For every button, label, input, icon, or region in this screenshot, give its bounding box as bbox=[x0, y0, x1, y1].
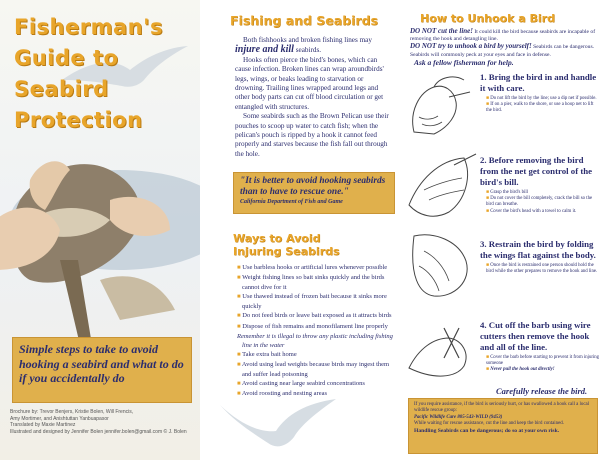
ask-for-help: Ask a fellow fisherman for help. bbox=[414, 58, 514, 67]
list-item: ■ Do not cover the bill completely, crack the bill so the bird can breathe. bbox=[486, 196, 593, 208]
step-heading: 1. Bring the bird in and handle it with care. bbox=[480, 72, 597, 93]
fishing-heading: Fishing and Seabirds bbox=[230, 13, 378, 28]
rescue-contact: Pacific Wildlife Care 805-543-WILD (9453) bbox=[414, 414, 503, 420]
step-heading: 3. Restrain the bird by folding the wings flat against the body. bbox=[480, 239, 596, 260]
list-item: ■ Avoid using lead weights because birds may ingest them and suffer lead poisoning bbox=[237, 360, 390, 379]
rescue-info-box bbox=[408, 398, 598, 454]
warning: DO NOT cut the line! It could kill the bird because seabirds are incapable of removing the hook and detangling line. bbox=[410, 27, 596, 43]
credit-line: Amy Mortimer, and Anishtuttan Yanbuapasor bbox=[10, 415, 109, 422]
step-1 bbox=[480, 72, 600, 115]
fishing-paragraph: Some seabirds such as the Brown Pelican use their pouches to scoop up water to catch fish; when the pelican's pouch is ripped by a hook it cannot feed properly and starves because the fish fall out through the hole. bbox=[235, 112, 389, 158]
credit-line: Translated by Maxie Martinez bbox=[10, 422, 76, 428]
credit-line: Brochure by: Trevor Benjers, Kristie Bolen, Will Frencis, bbox=[10, 409, 134, 415]
seabird-silhouette-icon bbox=[216, 395, 346, 455]
step-heading: 2. Before removing the bird from the net get control of the bird's bill. bbox=[480, 155, 593, 187]
list-item: ■ Do not lift the bird by the line; use a dip net if possible. bbox=[486, 96, 597, 101]
injure-kill-emphasis: injure and kill bbox=[235, 44, 294, 56]
list-item: ■ Cover the barb before starting to prevent it from injuring someone bbox=[486, 355, 600, 367]
step-2 bbox=[480, 155, 600, 215]
list-item: ■ Never pull the hook out directly! bbox=[486, 367, 555, 373]
warnings bbox=[410, 28, 598, 59]
credits bbox=[10, 409, 198, 435]
pelican-in-hands-illustration bbox=[0, 160, 200, 345]
risk-warning: Handling Seabirds can be dangerous; do so at your own risk. bbox=[414, 427, 560, 434]
tagline-box bbox=[12, 337, 192, 403]
wire-cutters-icon bbox=[404, 318, 480, 384]
warning: DO NOT try to unhook a bird by yourself! Seabirds can be dangerous. Seabirds will commonly peck at your eyes and face in defense. bbox=[410, 42, 595, 58]
list-item: ■ Once the bird is restrained one person should hold the bird while the other prepares to remove the hook and line. bbox=[486, 263, 598, 275]
list-item: ■ Take extra bait home bbox=[237, 350, 297, 358]
restrained-bird-icon bbox=[404, 226, 480, 306]
list-item: ■ Use thawed instead of frozen bait because it sinks more quickly bbox=[237, 293, 387, 311]
step-4 bbox=[480, 320, 600, 374]
list-item: ■ Avoid roosting and nesting areas bbox=[237, 390, 327, 398]
ways-heading: Ways to Avoid Injuring Seabirds bbox=[233, 232, 340, 258]
unhook-panel bbox=[400, 0, 600, 460]
list-item: ■ Grasp the bird's bill bbox=[486, 190, 529, 195]
unhook-heading: How to Unhook a Bird bbox=[420, 12, 555, 25]
credit-line: Illustrated and designed by Jennifer Bolen jennifer.bolen@gmail.com © J. Bolen bbox=[10, 428, 187, 435]
quote-source: California Department of Fish and Game bbox=[240, 199, 343, 205]
footer-line: While waiting for rescue assistance, cut the line and keep the bird contained. bbox=[414, 421, 564, 427]
step-3 bbox=[480, 239, 600, 275]
list-item: ■ Cover the bird's head with a towel to calm it. bbox=[486, 208, 577, 214]
ways-list bbox=[237, 263, 397, 399]
step-heading: 4. Cut off the barb using wire cutters then remove the hook and all of the line. bbox=[480, 320, 591, 352]
quote-box bbox=[233, 172, 395, 214]
illegal-note: Remember it is illegal to throw any plastic including fishing line in the water bbox=[237, 332, 393, 349]
brochure-title: Fisherman's Guide to Seabird Protection bbox=[14, 15, 164, 132]
list-item: ■ Use barbless hooks or artificial lures whenever possible bbox=[237, 264, 388, 271]
info-panel bbox=[200, 0, 400, 460]
release-instruction: Carefully release the bird. bbox=[496, 386, 588, 396]
hand-holding-bird-icon bbox=[404, 72, 476, 142]
fishing-paragraph: Both fishhooks and broken fishing lines may injure and kill seabirds. bbox=[235, 36, 372, 56]
list-item: ■ Weight fishing lines so bait sinks quickly and the birds cannot dive for it bbox=[237, 274, 385, 292]
tagline: Simple steps to take to avoid hooking a seabird and what to do if you accidentally do bbox=[19, 342, 184, 385]
towel-over-bird-icon bbox=[404, 150, 480, 222]
cover-panel bbox=[0, 0, 200, 460]
list-item: ■ If on a pier, walk to the shore, or use a hoop net to lift the bird. bbox=[486, 102, 594, 114]
fishing-paragraph: Hooks often pierce the bird's bones, which can cause infection. Broken lines can wrap aroundbirds' legs, wings, or beaks leading to starvation or drowning. Trailing lines wrapped around legs and other body parts can cut off blood circulation or get entangled with structures. bbox=[235, 55, 384, 111]
fishing-text bbox=[235, 36, 393, 159]
list-item: ■ Avoid casting near large seabird concentrations bbox=[237, 380, 365, 388]
list-item: ■ Do not feed birds or leave bait exposed as it attracts birds bbox=[237, 312, 392, 320]
quote: "It is better to avoid hooking seabirds than to have to rescue one." bbox=[240, 176, 386, 197]
list-item: ■ Dispose of fish remains and monofilament line properly bbox=[237, 322, 388, 330]
footer-line: If you require assistance, if the bird is seriously hurt, or has swallowed a hook call a local wildlife rescue group: bbox=[414, 402, 590, 414]
